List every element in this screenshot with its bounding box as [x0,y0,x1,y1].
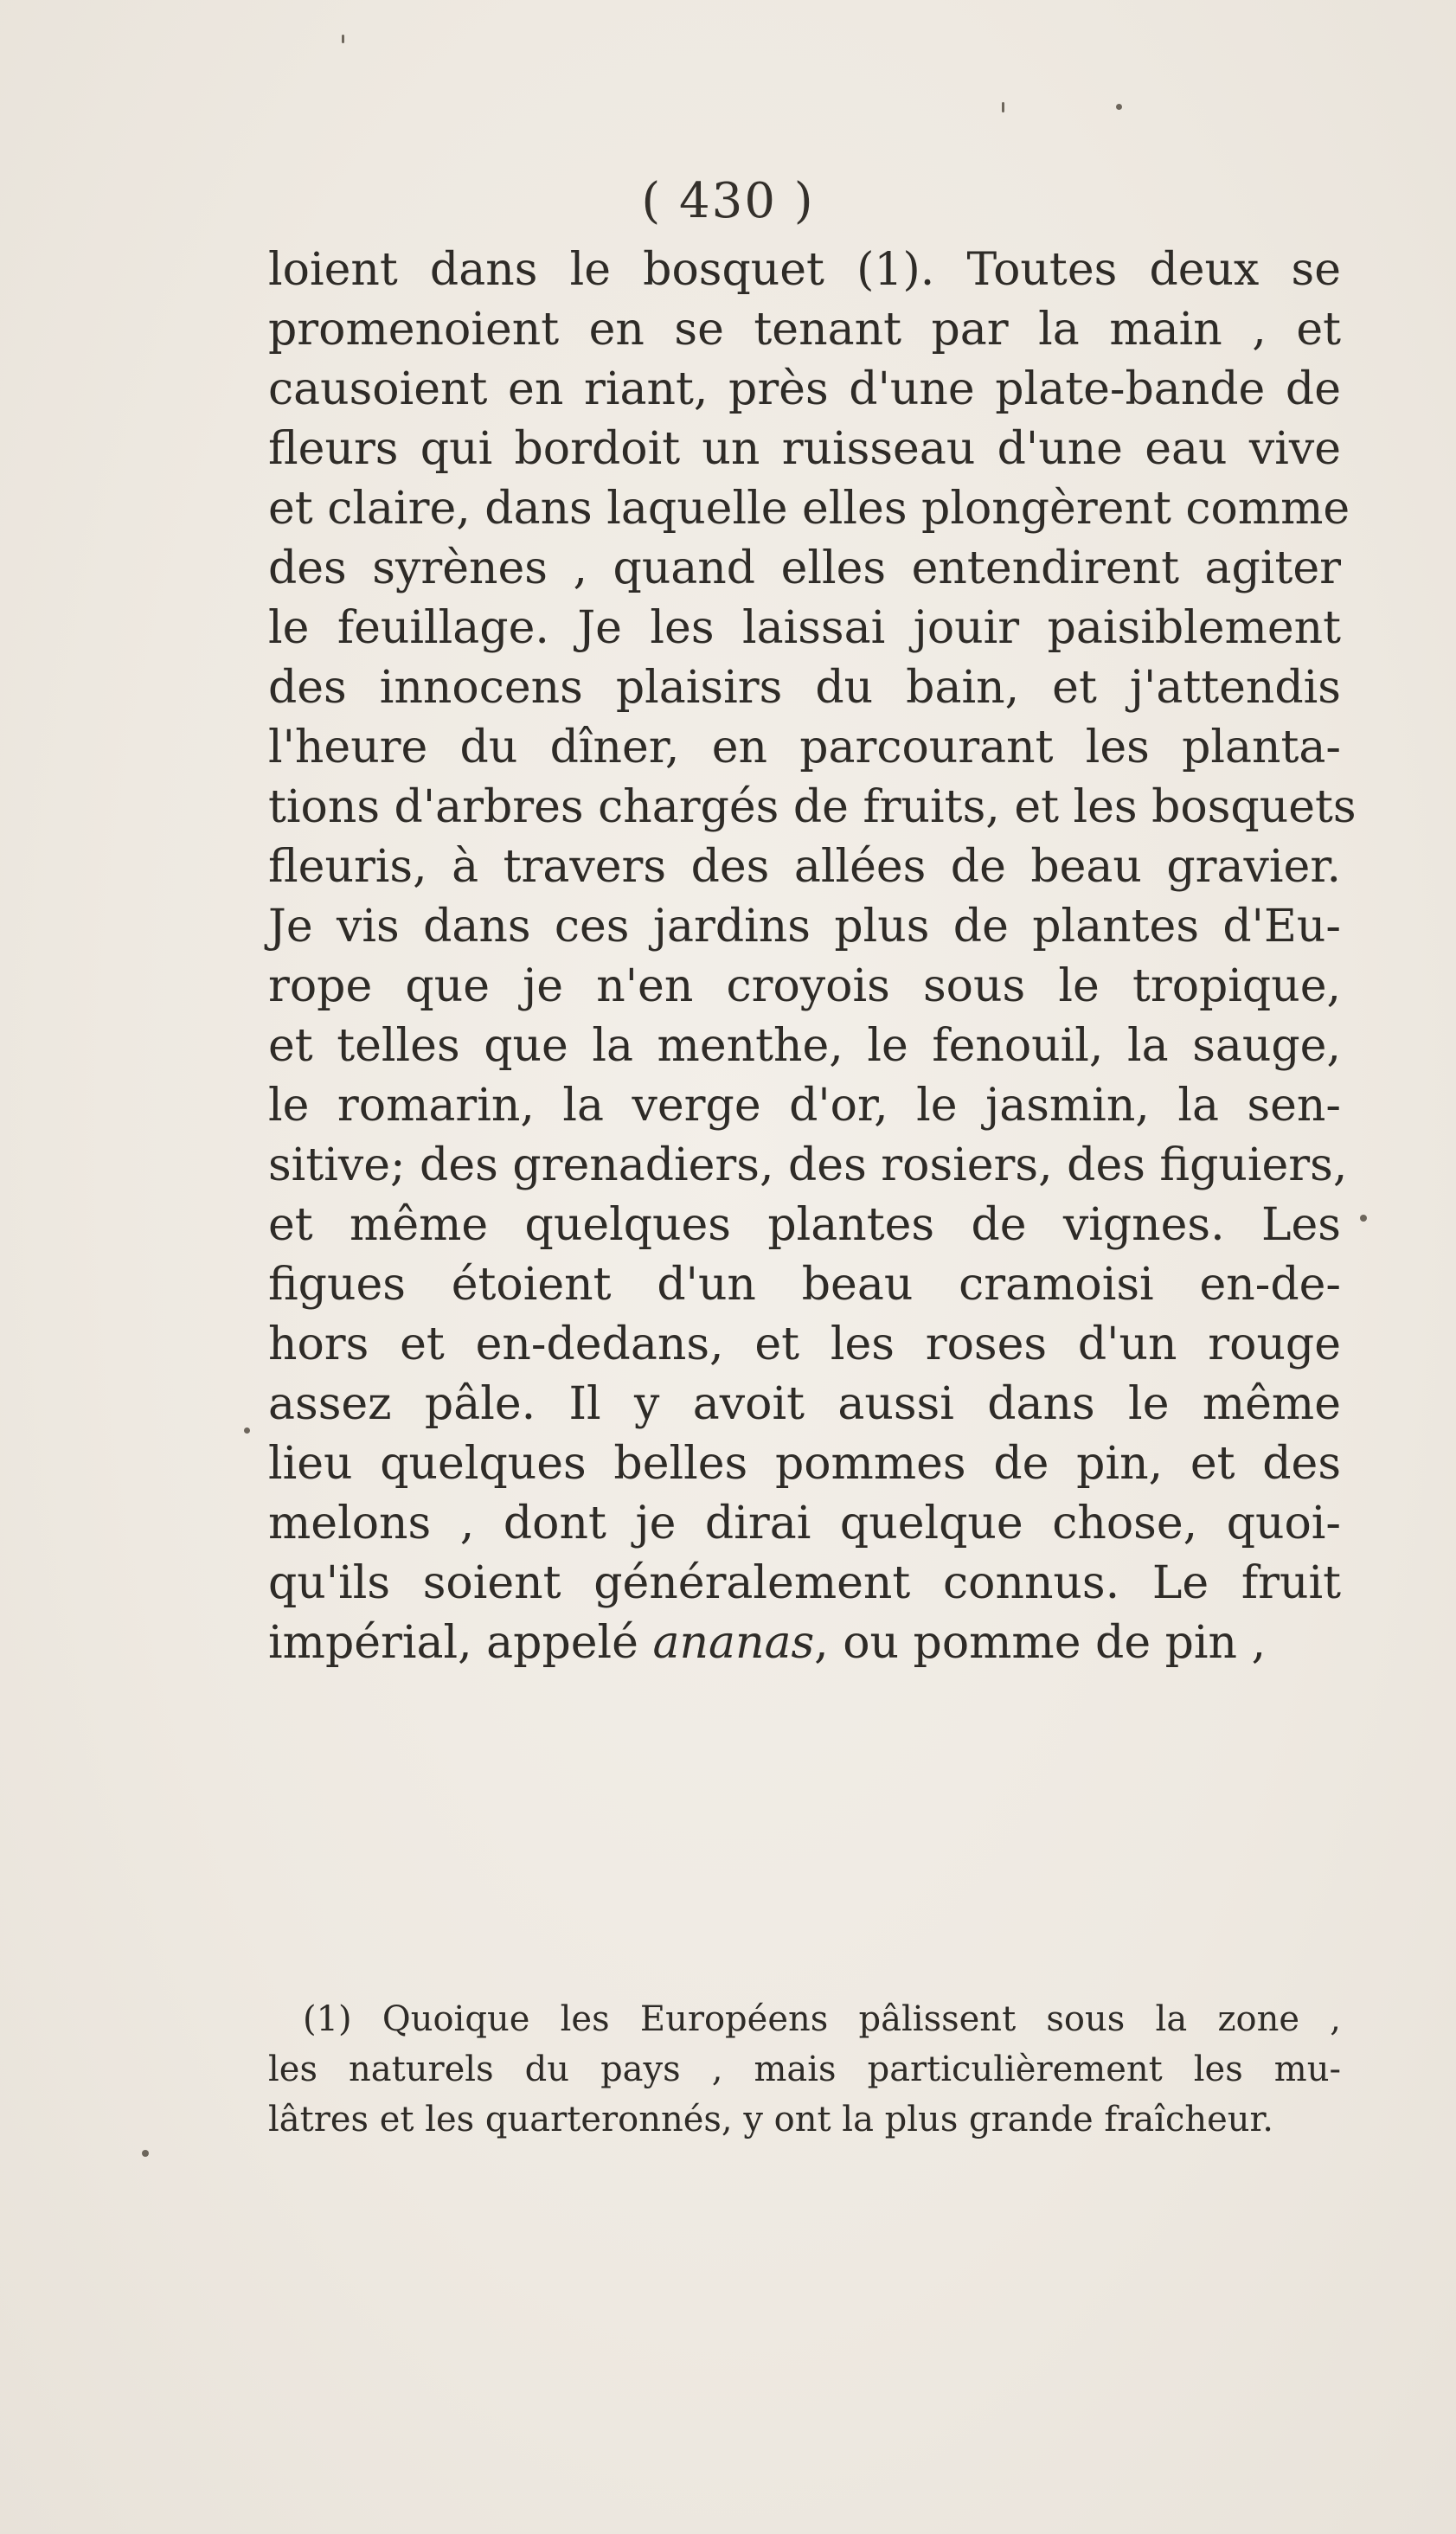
text-line: le romarin, la verge d'or, le jasmin, la sen- [268,1080,1341,1132]
print-speck [142,2150,149,2157]
footnote [268,1994,1341,2145]
text-line: fleurs qui bordoit un ruisseau d'une eau vive [268,423,1341,475]
text-line: rope que je n'en croyois sous le tropique, [268,960,1341,1012]
text-line: qu'ils soient généralement connus. Le fruit [268,1557,1341,1609]
print-speck [1116,104,1122,110]
text-line: loient dans le bosquet (1). Toutes deux se [268,244,1341,296]
footnote-line: lâtres et les quarteronnés, y ont la plus grande fraîcheur. [268,2100,1273,2139]
italic-term: ananas [652,1617,815,1669]
text-line: des syrènes , quand elles entendirent agiter [268,542,1341,594]
text-line: hors et en-dedans, et les roses d'un rouge [268,1318,1341,1370]
text-line: fleuris, à travers des allées de beau gravier. [268,841,1341,893]
text-line: Je vis dans ces jardins plus de plantes d'Eu- [268,901,1341,953]
text-line: assez pâle. Il y avoit aussi dans le même [268,1378,1341,1430]
text-line: lieu quelques belles pommes de pin, et des [268,1438,1341,1490]
page-number: ( 430 ) [641,173,815,229]
text-line: et telles que la menthe, le fenouil, la sauge, [268,1020,1341,1072]
print-speck [342,35,344,43]
print-speck [1002,102,1004,112]
footnote-line: (1) Quoique les Européens pâlissent sous la zone , [303,1999,1341,2039]
text-line: des innocens plaisirs du bain, et j'attendis [268,662,1341,714]
text-line: figues étoient d'un beau cramoisi en-de- [268,1259,1341,1311]
print-speck [1360,1215,1367,1222]
text-line: et claire, dans laquelle elles plongèrent comme [268,483,1350,535]
footnote-line: les naturels du pays , mais particulièrement les mu- [268,2050,1341,2089]
body-text [268,241,1357,1673]
text-line: tions d'arbres chargés de fruits, et les bosquets [268,781,1357,833]
text-line-last [268,1613,1341,1673]
text-line: promenoient en se tenant par la main , et [268,304,1341,356]
text-line: le feuillage. Je les laissai jouir paisiblement [268,602,1341,654]
text-line: et même quelques plantes de vignes. Les [268,1199,1341,1251]
text-line: sitive; des grenadiers, des rosiers, des figuiers, [268,1139,1348,1191]
text-segment: , ou pomme de pin , [814,1617,1267,1669]
text-segment: impérial, appelé [268,1617,653,1669]
text-line: l'heure du dîner, en parcourant les planta- [268,722,1341,773]
text-line: causoient en riant, près d'une plate-bande de [268,363,1341,415]
text-line: melons , dont je dirai quelque chose, quoi- [268,1498,1341,1549]
print-speck [244,1427,250,1434]
